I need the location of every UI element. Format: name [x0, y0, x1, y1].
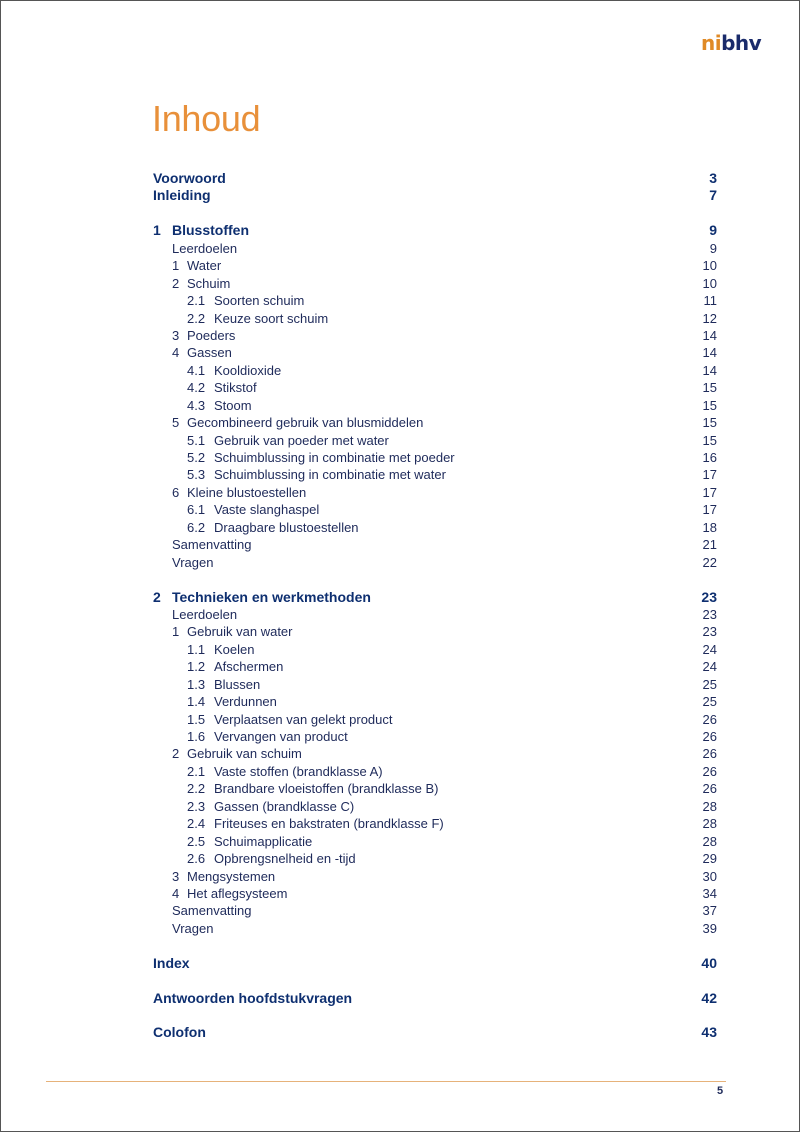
toc-entry-page: 24 — [702, 641, 717, 657]
toc-entry[interactable] — [153, 641, 717, 658]
toc-entry-page: 12 — [702, 310, 717, 326]
toc-entry-title — [153, 955, 190, 972]
toc-entry-number: 1.5 — [187, 711, 206, 727]
toc-entry-page: 43 — [701, 1024, 717, 1041]
toc-entry[interactable] — [153, 257, 717, 274]
toc-entry[interactable] — [153, 815, 717, 832]
toc-entry-title — [172, 920, 213, 937]
toc-entry-label: Kooldioxide — [214, 362, 282, 378]
toc-entry-number: 2.3 — [187, 798, 206, 814]
toc-entry-page: 17 — [702, 467, 717, 483]
toc-entry-title — [172, 623, 293, 640]
toc-entry[interactable] — [153, 589, 717, 606]
toc-entry-page: 29 — [702, 851, 717, 867]
toc-entry-page: 7 — [709, 187, 717, 204]
toc-entry-title — [172, 257, 221, 274]
toc-entry-number: 4.3 — [187, 397, 206, 413]
toc-entry-title — [187, 432, 389, 449]
toc-entry-title — [153, 589, 371, 606]
toc-entry[interactable] — [153, 275, 717, 292]
toc-entry-label: Schuimblussing in combinatie met water — [214, 467, 446, 483]
toc-entry-number: 1.1 — [187, 641, 206, 657]
toc-entry-label: Opbrengsnelheid en -tijd — [214, 851, 356, 867]
toc-entry-page: 17 — [702, 484, 717, 500]
toc-entry-label: Schuimapplicatie — [214, 833, 313, 849]
toc-entry-label: Verplaatsen van gelekt product — [214, 711, 393, 727]
table-of-contents — [153, 170, 717, 1042]
toc-entry-label: Mengsystemen — [187, 868, 276, 884]
toc-entry-title — [187, 833, 312, 850]
toc-entry-label: Index — [153, 954, 190, 971]
toc-entry-page: 42 — [701, 989, 717, 1006]
toc-entry-title — [172, 902, 252, 919]
toc-entry[interactable] — [153, 519, 717, 536]
toc-entry-page: 28 — [702, 833, 717, 849]
toc-entry-page: 9 — [709, 222, 717, 239]
toc-entry-page: 10 — [702, 258, 717, 274]
logo-part-ni: ni — [701, 31, 722, 55]
toc-entry-number: 6.2 — [187, 519, 206, 535]
toc-entry-title — [172, 885, 287, 902]
toc-entry[interactable] — [153, 1024, 717, 1041]
toc-entry-page: 26 — [702, 781, 717, 797]
toc-spacer — [153, 571, 717, 588]
toc-entry[interactable] — [153, 990, 717, 1007]
toc-entry[interactable] — [153, 676, 717, 693]
toc-entry-page: 3 — [709, 170, 717, 186]
toc-entry[interactable] — [153, 850, 717, 867]
toc-entry-page: 28 — [702, 798, 717, 814]
toc-entry-page: 21 — [702, 537, 717, 553]
toc-entry-title — [187, 310, 328, 327]
toc-entry-label: Voorwoord — [153, 170, 226, 186]
toc-entry[interactable] — [153, 763, 717, 780]
toc-entry-title — [172, 536, 252, 553]
toc-entry-label: Stikstof — [214, 380, 257, 396]
toc-entry-page: 28 — [702, 816, 717, 832]
toc-entry-label: Blussen — [214, 676, 261, 692]
toc-entry[interactable] — [153, 780, 717, 797]
toc-entry-label: Antwoorden hoofdstukvragen — [153, 989, 353, 1006]
toc-entry-page: 26 — [702, 729, 717, 744]
toc-entry-title — [187, 763, 383, 780]
toc-entry-number: 6.1 — [187, 502, 206, 518]
toc-entry-label: Vragen — [172, 920, 214, 936]
toc-entry[interactable] — [153, 449, 717, 466]
toc-entry-page: 23 — [702, 606, 717, 622]
toc-entry-number: 4.2 — [187, 380, 206, 396]
toc-entry-page: 14 — [702, 327, 717, 343]
toc-entry[interactable] — [153, 606, 717, 623]
toc-entry-title — [187, 397, 252, 414]
toc-entry-title — [153, 222, 249, 239]
toc-entry-label: Samenvatting — [172, 903, 252, 919]
toc-entry-title — [172, 484, 306, 501]
toc-entry-label: Afschermen — [214, 659, 284, 675]
toc-entry-label: Friteuses en bakstraten (brandklasse F) — [214, 816, 444, 832]
toc-entry-label: Vaste stoffen (brandklasse A) — [214, 763, 383, 779]
toc-entry-title — [187, 501, 319, 518]
toc-entry-label: Verdunnen — [214, 694, 277, 710]
toc-entry-page: 15 — [702, 432, 717, 448]
toc-entry[interactable] — [153, 344, 717, 361]
toc-entry-title — [187, 693, 277, 710]
toc-entry-page: 25 — [702, 676, 717, 692]
toc-entry-page: 22 — [702, 554, 717, 570]
toc-entry-page: 17 — [702, 502, 717, 518]
logo-part-bhv: bhv — [721, 31, 762, 55]
toc-entry-number: 5.1 — [187, 432, 206, 448]
toc-entry[interactable] — [153, 292, 717, 309]
toc-entry-page: 39 — [702, 920, 717, 936]
toc-entry-title — [172, 606, 237, 623]
toc-entry-label: Gassen (brandklasse C) — [214, 798, 355, 814]
toc-entry-label: Brandbare vloeistoffen (brandklasse B) — [214, 781, 439, 797]
toc-entry-page: 40 — [701, 954, 717, 971]
toc-entry-number: 3 — [172, 868, 180, 884]
toc-entry-title — [172, 327, 235, 344]
toc-entry-label: Gecombineerd gebruik van blusmiddelen — [187, 415, 424, 431]
toc-entry-title — [172, 240, 237, 257]
toc-entry-title — [172, 868, 275, 885]
toc-entry-number: 2.2 — [187, 310, 206, 326]
toc-entry[interactable] — [153, 833, 717, 850]
toc-entry-label: Kleine blustoestellen — [187, 484, 307, 500]
toc-entry-page: 10 — [702, 275, 717, 291]
toc-entry-label: Water — [187, 258, 222, 274]
toc-entry-title — [187, 379, 257, 396]
toc-entry-label: Samenvatting — [172, 537, 252, 553]
toc-entry-title — [153, 170, 226, 187]
toc-entry-page: 25 — [702, 694, 717, 710]
toc-entry-page: 23 — [701, 588, 717, 605]
toc-entry-label: Keuze soort schuim — [214, 310, 329, 326]
toc-entry[interactable] — [153, 554, 717, 571]
toc-spacer — [153, 937, 717, 954]
toc-entry[interactable] — [153, 240, 717, 257]
toc-entry[interactable] — [153, 955, 717, 972]
toc-entry-label: Schuimblussing in combinatie met poeder — [214, 450, 455, 465]
toc-entry[interactable] — [153, 466, 717, 483]
toc-entry-title — [172, 414, 423, 431]
toc-entry-title — [187, 449, 455, 466]
page-number: 5 — [717, 1085, 724, 1097]
toc-entry[interactable] — [153, 187, 717, 204]
toc-entry-number: 1 — [153, 222, 161, 239]
toc-entry-title — [187, 815, 444, 832]
toc-entry-label: Gebruik van poeder met water — [214, 432, 389, 448]
toc-entry-page: 18 — [702, 519, 717, 535]
toc-entry-title — [172, 275, 230, 292]
toc-entry[interactable] — [153, 920, 717, 937]
toc-entry-label: Blusstoffen — [172, 222, 249, 239]
toc-entry-number: 2 — [153, 588, 161, 605]
toc-entry[interactable] — [153, 327, 717, 344]
toc-entry-number: 2 — [172, 746, 180, 762]
toc-entry-title — [187, 780, 439, 797]
toc-spacer — [153, 1007, 717, 1024]
toc-entry[interactable] — [153, 414, 717, 431]
toc-entry-label: Technieken en werkmethoden — [172, 588, 371, 605]
toc-entry-page: 11 — [703, 293, 717, 309]
toc-entry-title — [187, 362, 281, 379]
toc-entry-label: Het aflegsysteem — [187, 885, 288, 901]
toc-entry-number: 1.2 — [187, 659, 206, 675]
toc-entry[interactable] — [153, 379, 717, 396]
toc-entry-title — [187, 850, 356, 867]
toc-entry[interactable] — [153, 711, 717, 728]
toc-entry-label: Schuim — [187, 275, 231, 291]
toc-entry-label: Colofon — [153, 1024, 206, 1041]
toc-entry-page: 16 — [702, 450, 717, 465]
toc-entry-number: 2.6 — [187, 851, 206, 867]
toc-entry-label: Draagbare blustoestellen — [214, 519, 359, 535]
toc-entry-label: Leerdoelen — [172, 606, 238, 622]
toc-entry-label: Gassen — [187, 345, 232, 361]
toc-entry-number: 1 — [172, 624, 180, 640]
toc-entry[interactable] — [153, 362, 717, 379]
toc-spacer — [153, 972, 717, 989]
toc-entry-title — [153, 187, 211, 204]
toc-entry-title — [187, 728, 348, 745]
toc-entry-label: Gebruik van schuim — [187, 746, 302, 762]
toc-entry-title — [172, 554, 213, 571]
toc-entry[interactable] — [153, 745, 717, 762]
toc-entry-number: 2.5 — [187, 833, 206, 849]
toc-entry-title — [172, 344, 232, 361]
toc-entry-page: 9 — [709, 240, 717, 256]
toc-entry[interactable] — [153, 728, 717, 745]
toc-entry-number: 6 — [172, 484, 180, 500]
toc-entry-page: 26 — [702, 763, 717, 779]
toc-entry-number: 2.4 — [187, 816, 206, 832]
toc-entry-number: 4 — [172, 345, 180, 361]
toc-entry-label: Stoom — [214, 397, 252, 413]
toc-entry-number: 2 — [172, 275, 180, 291]
toc-entry[interactable] — [153, 397, 717, 414]
toc-entry-number: 2.1 — [187, 293, 206, 309]
toc-entry-title — [187, 641, 254, 658]
toc-spacer — [153, 205, 717, 222]
toc-entry[interactable] — [153, 658, 717, 675]
toc-entry-title — [172, 745, 302, 762]
toc-entry[interactable] — [153, 623, 717, 640]
toc-entry-label: Soorten schuim — [214, 293, 305, 309]
toc-entry[interactable] — [153, 693, 717, 710]
toc-entry-label: Gebruik van water — [187, 624, 293, 640]
toc-entry-title — [153, 1024, 206, 1041]
toc-entry-label: Vragen — [172, 554, 214, 570]
toc-entry-label: Inleiding — [153, 187, 211, 204]
toc-entry[interactable] — [153, 885, 717, 902]
toc-entry[interactable] — [153, 798, 717, 815]
toc-entry-number: 4.1 — [187, 362, 206, 378]
toc-entry-title — [187, 658, 283, 675]
toc-entry-page: 23 — [702, 624, 717, 640]
toc-entry-number: 5 — [172, 415, 180, 431]
toc-entry-page: 26 — [702, 746, 717, 762]
toc-entry-number: 1 — [172, 258, 180, 274]
toc-entry[interactable] — [153, 868, 717, 885]
toc-entry-label: Poeders — [187, 327, 236, 343]
toc-entry-page: 14 — [702, 345, 717, 361]
toc-entry-title — [187, 519, 359, 536]
toc-entry-label: Leerdoelen — [172, 240, 238, 256]
toc-entry[interactable] — [153, 501, 717, 518]
toc-entry[interactable] — [153, 222, 717, 239]
toc-entry-page: 37 — [702, 903, 717, 919]
toc-entry[interactable] — [153, 484, 717, 501]
toc-entry-page: 26 — [702, 711, 717, 727]
toc-entry[interactable] — [153, 170, 717, 187]
toc-entry-page: 34 — [702, 885, 717, 901]
toc-entry-title — [187, 798, 354, 815]
toc-entry-page: 15 — [702, 397, 717, 413]
toc-entry[interactable] — [153, 536, 717, 553]
toc-entry-number: 3 — [172, 327, 180, 343]
toc-entry-label: Vaste slanghaspel — [214, 502, 320, 518]
toc-entry-title — [187, 292, 304, 309]
toc-entry-number: 2.1 — [187, 763, 206, 779]
page-title: Inhoud — [152, 98, 261, 139]
toc-entry-page: 15 — [702, 415, 717, 431]
toc-entry[interactable] — [153, 902, 717, 919]
footer-divider — [46, 1081, 726, 1082]
toc-entry-title — [187, 711, 393, 728]
toc-entry-page: 30 — [702, 868, 717, 884]
toc-entry-title — [187, 466, 446, 483]
toc-entry-title — [153, 990, 352, 1007]
toc-entry-title — [187, 676, 260, 693]
toc-entry-label: Vervangen van product — [214, 729, 348, 744]
toc-entry-number: 1.6 — [187, 729, 206, 744]
toc-entry-number: 1.3 — [187, 676, 206, 692]
nibhv-logo — [701, 31, 761, 55]
toc-entry-number: 5.3 — [187, 467, 206, 483]
toc-entry-number: 5.2 — [187, 450, 206, 465]
toc-entry-page: 15 — [702, 380, 717, 396]
toc-entry-number: 4 — [172, 885, 180, 901]
toc-entry[interactable] — [153, 432, 717, 449]
toc-entry-label: Koelen — [214, 641, 255, 657]
toc-entry-page: 24 — [702, 659, 717, 675]
toc-entry[interactable] — [153, 310, 717, 327]
toc-entry-page: 14 — [702, 362, 717, 378]
toc-entry-number: 1.4 — [187, 694, 206, 710]
toc-entry-number: 2.2 — [187, 781, 206, 797]
